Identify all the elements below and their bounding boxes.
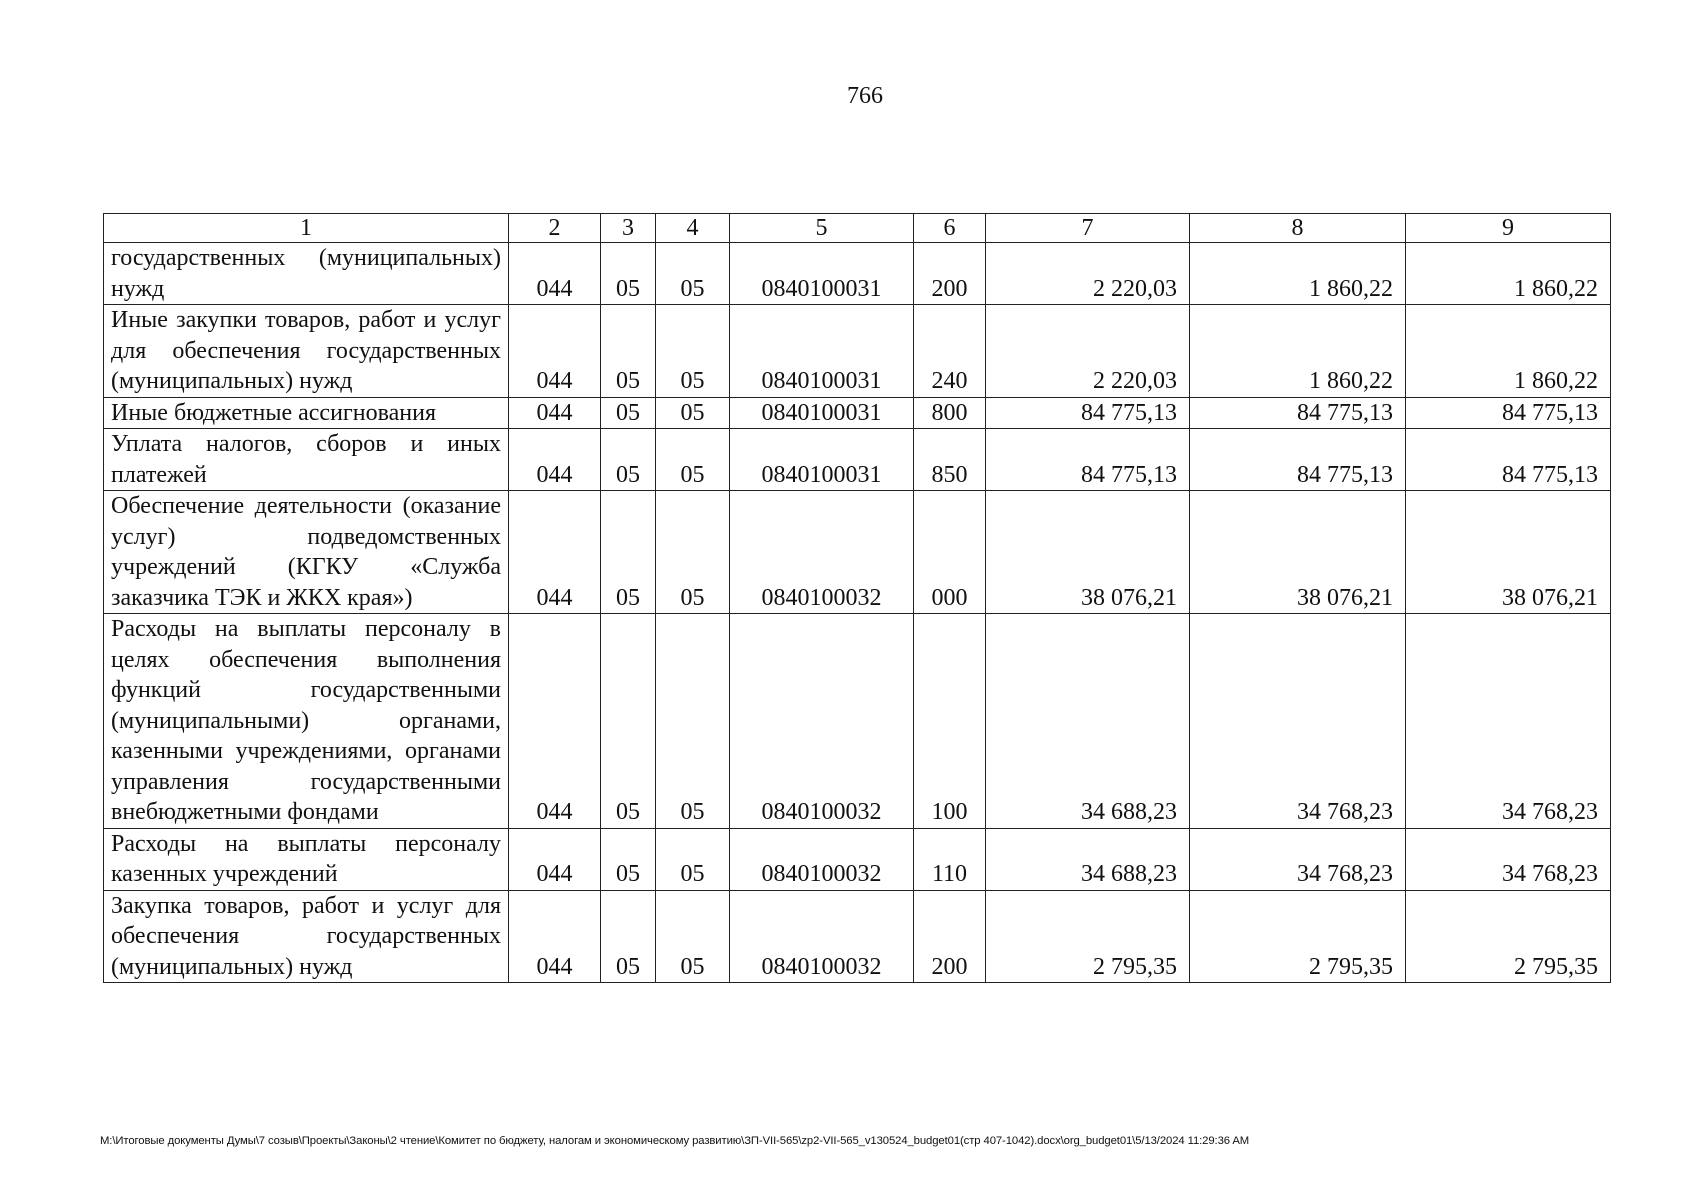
cell-ministry-code: 044 [509, 491, 601, 614]
cell-amount-7: 2 795,35 [986, 890, 1190, 983]
cell-ministry-code: 044 [509, 614, 601, 829]
row-description: Обеспечение деятельности (оказание услуг) подведомственных учреждений (КГКУ «Служба заказчика ТЭК и ЖКХ края») [104, 491, 509, 614]
cell-subsection: 05 [656, 305, 730, 398]
cell-target-article: 0840100031 [730, 243, 914, 305]
column-header: 3 [601, 214, 656, 243]
table-row [104, 429, 1611, 491]
cell-subsection: 05 [656, 429, 730, 491]
cell-subsection: 05 [656, 243, 730, 305]
cell-subsection: 05 [656, 890, 730, 983]
cell-subsection: 05 [656, 397, 730, 429]
cell-amount-8: 34 768,23 [1190, 828, 1406, 890]
cell-subsection: 05 [656, 491, 730, 614]
cell-ministry-code: 044 [509, 890, 601, 983]
document-file-path-footer: M:\Итоговые документы Думы\7 созыв\Проекты\Законы\2 чтение\Комитет по бюджету, налогам и экономическому развитию\ЗП-VII-565\zp2-VII-565_v130524_budget01(стр 407-1042).docx\org_budget01\5/13/2024 11:29:36 AM [100, 1135, 1250, 1147]
column-header: 6 [914, 214, 986, 243]
budget-table [103, 213, 1611, 983]
table-row [104, 828, 1611, 890]
cell-amount-8: 84 775,13 [1190, 429, 1406, 491]
cell-expense-type: 000 [914, 491, 986, 614]
row-description: Расходы на выплаты персоналу в целях обеспечения выполнения функций государственными (муниципальными) органами, казенными учреждениями, органами управления государственными внебюджетными фондами [104, 614, 509, 829]
row-description: государственных (муниципальных) нужд [104, 243, 509, 305]
column-header: 4 [656, 214, 730, 243]
cell-amount-7: 84 775,13 [986, 397, 1190, 429]
cell-expense-type: 110 [914, 828, 986, 890]
cell-expense-type: 800 [914, 397, 986, 429]
cell-subsection: 05 [656, 614, 730, 829]
page-number: 766 [847, 83, 883, 109]
cell-amount-9: 34 768,23 [1406, 614, 1611, 829]
cell-target-article: 0840100032 [730, 614, 914, 829]
table-row [104, 397, 1611, 429]
cell-section: 05 [601, 243, 656, 305]
cell-expense-type: 100 [914, 614, 986, 829]
cell-expense-type: 200 [914, 890, 986, 983]
cell-amount-7: 2 220,03 [986, 305, 1190, 398]
cell-amount-9: 1 860,22 [1406, 305, 1611, 398]
cell-section: 05 [601, 305, 656, 398]
row-description: Иные бюджетные ассигнования [104, 397, 509, 429]
cell-amount-8: 1 860,22 [1190, 305, 1406, 398]
table-row [104, 305, 1611, 398]
column-header: 1 [104, 214, 509, 243]
row-description: Расходы на выплаты персоналу казенных учреждений [104, 828, 509, 890]
cell-amount-9: 84 775,13 [1406, 397, 1611, 429]
cell-ministry-code: 044 [509, 243, 601, 305]
cell-target-article: 0840100031 [730, 305, 914, 398]
cell-amount-9: 2 795,35 [1406, 890, 1611, 983]
row-description: Закупка товаров, работ и услуг для обеспечения государственных (муниципальных) нужд [104, 890, 509, 983]
cell-target-article: 0840100032 [730, 491, 914, 614]
column-header: 8 [1190, 214, 1406, 243]
row-description: Иные закупки товаров, работ и услуг для обеспечения государственных (муниципальных) нужд [104, 305, 509, 398]
cell-expense-type: 850 [914, 429, 986, 491]
cell-target-article: 0840100031 [730, 397, 914, 429]
cell-ministry-code: 044 [509, 397, 601, 429]
cell-amount-7: 34 688,23 [986, 828, 1190, 890]
row-description: Уплата налогов, сборов и иных платежей [104, 429, 509, 491]
cell-amount-9: 34 768,23 [1406, 828, 1611, 890]
cell-target-article: 0840100032 [730, 890, 914, 983]
column-header: 2 [509, 214, 601, 243]
column-header: 7 [986, 214, 1190, 243]
table-row [104, 614, 1611, 829]
cell-amount-8: 1 860,22 [1190, 243, 1406, 305]
cell-expense-type: 240 [914, 305, 986, 398]
table-row [104, 890, 1611, 983]
table-row [104, 243, 1611, 305]
cell-subsection: 05 [656, 828, 730, 890]
table-header-row [104, 214, 1611, 243]
cell-section: 05 [601, 429, 656, 491]
column-header: 5 [730, 214, 914, 243]
cell-ministry-code: 044 [509, 828, 601, 890]
cell-section: 05 [601, 614, 656, 829]
cell-amount-8: 38 076,21 [1190, 491, 1406, 614]
cell-section: 05 [601, 491, 656, 614]
cell-amount-7: 2 220,03 [986, 243, 1190, 305]
column-header: 9 [1406, 214, 1611, 243]
cell-amount-9: 1 860,22 [1406, 243, 1611, 305]
cell-target-article: 0840100032 [730, 828, 914, 890]
cell-expense-type: 200 [914, 243, 986, 305]
cell-target-article: 0840100031 [730, 429, 914, 491]
cell-section: 05 [601, 890, 656, 983]
table-row [104, 491, 1611, 614]
cell-ministry-code: 044 [509, 429, 601, 491]
cell-amount-7: 84 775,13 [986, 429, 1190, 491]
cell-section: 05 [601, 828, 656, 890]
cell-amount-8: 34 768,23 [1190, 614, 1406, 829]
cell-amount-8: 2 795,35 [1190, 890, 1406, 983]
cell-section: 05 [601, 397, 656, 429]
cell-ministry-code: 044 [509, 305, 601, 398]
cell-amount-7: 38 076,21 [986, 491, 1190, 614]
cell-amount-9: 38 076,21 [1406, 491, 1611, 614]
cell-amount-7: 34 688,23 [986, 614, 1190, 829]
cell-amount-8: 84 775,13 [1190, 397, 1406, 429]
cell-amount-9: 84 775,13 [1406, 429, 1611, 491]
